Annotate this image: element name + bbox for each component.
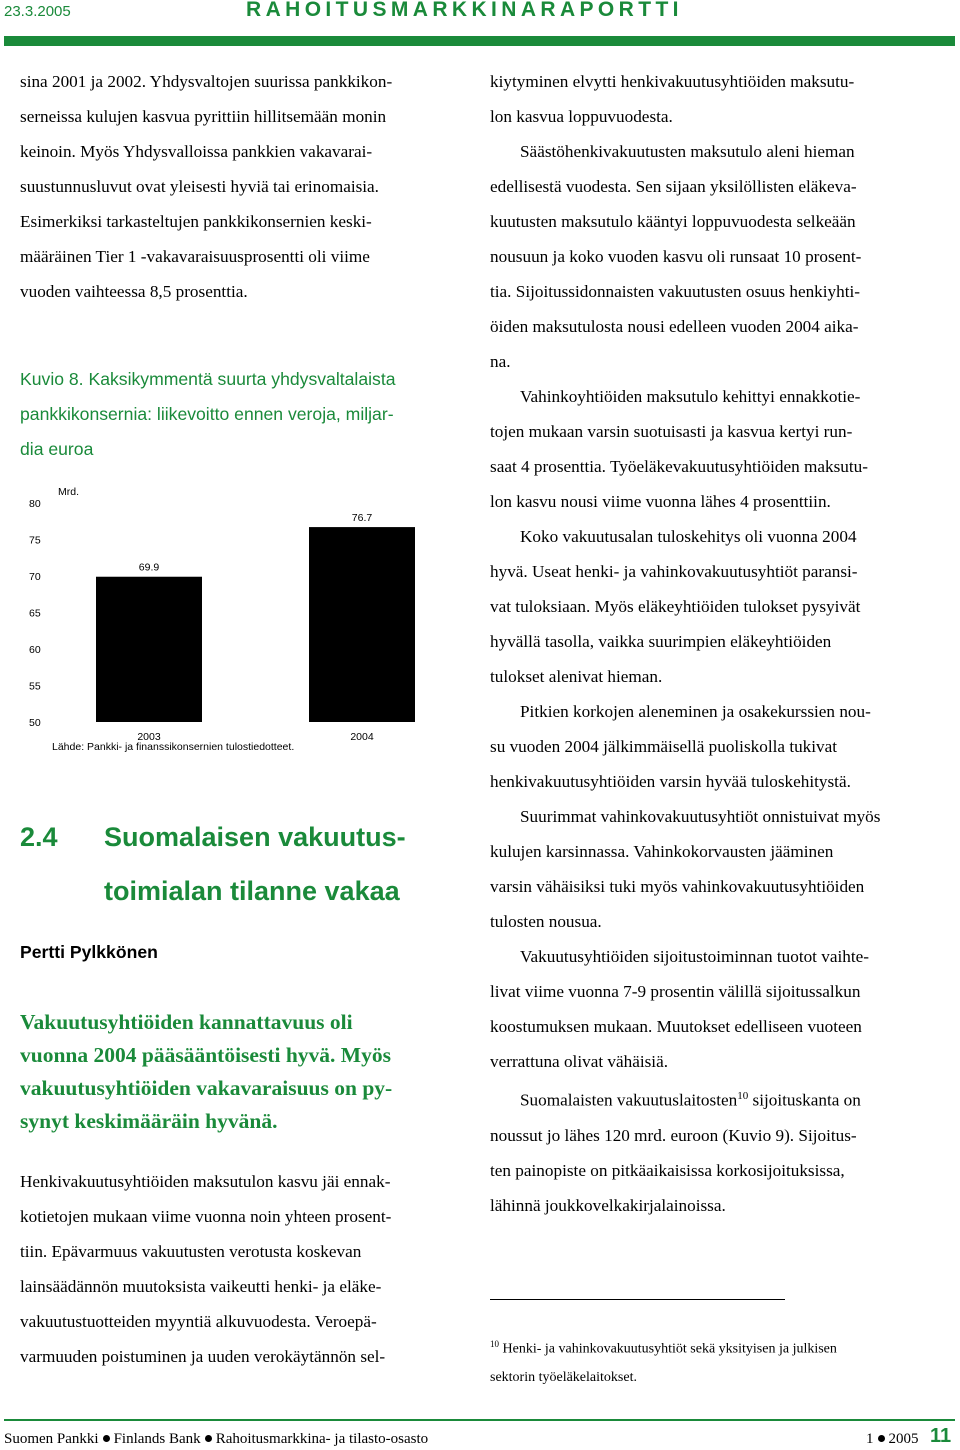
bar-2003 bbox=[96, 577, 202, 722]
bar-chart bbox=[16, 478, 436, 763]
right-column bbox=[490, 64, 942, 1223]
text-line: su vuoden 2004 jälkimmäisellä puoliskolla tukivat bbox=[490, 737, 838, 756]
header-rule bbox=[4, 36, 955, 46]
text-line: kuutusten maksutulo kääntyi loppuvuodesta selkeään bbox=[490, 212, 856, 231]
y-tick-label: 65 bbox=[29, 607, 41, 620]
footer-issue: 1 2005 bbox=[866, 1431, 919, 1447]
text-line: henkivakuutusyhtiöiden varsin hyvää tuloskehitystä. bbox=[490, 772, 851, 791]
lead-paragraph bbox=[20, 1006, 460, 1138]
text-line: lon kasvua loppuvuodesta. bbox=[490, 107, 673, 126]
text-line: vat tuloksiaan. Myös eläkeyhtiöiden tulokset pysyivät bbox=[490, 597, 861, 616]
bullet-dot-icon bbox=[878, 1435, 885, 1442]
text-line: kiytyminen elvytti henkivakuutusyhtiöiden maksutu- bbox=[490, 72, 855, 91]
header-date: 23.3.2005 bbox=[4, 3, 71, 20]
x-tick-label: 2003 bbox=[137, 731, 161, 743]
y-tick-label: 70 bbox=[29, 571, 41, 583]
text-line: noussut jo lähes 120 mrd. euroon (Kuvio 9). Sijoitus- bbox=[490, 1125, 857, 1145]
text-line: varsin vähäisiksi tuki myös vahinkovakuutusyhtiöiden bbox=[490, 877, 865, 896]
author-name: Pertti Pylkkönen bbox=[20, 942, 158, 962]
lead-line: Vakuutusyhtiöiden kannattavuus oli bbox=[20, 1010, 353, 1034]
footnote-ref: 10 bbox=[737, 1090, 749, 1102]
caption-line: pankkikonsernia: liikevoitto ennen veroja, miljar- bbox=[20, 404, 394, 424]
text-line: tulokset alenivat hieman. bbox=[490, 667, 663, 686]
text-line: vakuutustuotteiden myyntiä alkuvuodesta. Veroepä- bbox=[20, 1312, 377, 1331]
text-line: koostumuksen mukaan. Muutokset edelliseen vuoteen bbox=[490, 1017, 862, 1036]
section-title-line: Suomalaisen vakuutus- bbox=[104, 822, 406, 852]
text-line: määräinen Tier 1 -vakavaraisuusprosentti oli viime bbox=[20, 247, 370, 266]
text-line: öiden maksutulosta nousi edelleen vuoden 2004 aika- bbox=[490, 317, 859, 336]
text-line: varmuuden poistuminen ja uuden verokäytännön sel- bbox=[20, 1347, 386, 1366]
text-line: serneissa kulujen kasvua pyrittiin hillitsemään monin bbox=[20, 107, 387, 126]
lead-line: vuonna 2004 pääsääntöisesti hyvä. Myös bbox=[20, 1043, 391, 1067]
bar-2004 bbox=[309, 527, 415, 722]
text-line: suustunnusluvut ovat yleisesti hyviä tai erinomaisia. bbox=[20, 177, 379, 196]
footer-part: Suomen Pankki bbox=[4, 1431, 99, 1447]
text-line: verrattuna olivat vähäisiä. bbox=[490, 1052, 669, 1071]
text-line: lähinnä joukkovelkakirjalainoissa. bbox=[490, 1195, 726, 1215]
footer-rule bbox=[4, 1419, 955, 1421]
lead-line: vakuutusyhtiöiden vakavaraisuus on py- bbox=[20, 1076, 393, 1100]
text-line: tojen mukaan varsin suotuisasti ja kasvua kertyi run- bbox=[490, 422, 853, 441]
x-tick-label: 2004 bbox=[350, 731, 374, 743]
page-number: 11 bbox=[930, 1425, 952, 1447]
footer-publisher bbox=[4, 1431, 428, 1448]
y-tick-label: 50 bbox=[29, 717, 41, 729]
caption-line: dia euroa bbox=[20, 439, 94, 459]
data-label: 76.7 bbox=[351, 512, 373, 525]
text-line: tia. Sijoitussidonnaisten vakuutusten osuus henkiyhti- bbox=[490, 282, 860, 301]
text-line: Suurimmat vahinkovakuutusyhtiöt onnistuivat myös bbox=[520, 807, 881, 826]
text-line: lainsäädännön muutoksista vaikeutti henki- ja eläke- bbox=[20, 1277, 382, 1296]
text-line: hyvä. Useat henki- ja vahinkovakuutusyhtiöt paransi- bbox=[490, 562, 858, 581]
y-axis-ticks bbox=[29, 498, 41, 729]
left-bottom-paragraph bbox=[20, 1164, 460, 1374]
bars bbox=[96, 512, 415, 743]
footnote-number: 10 bbox=[490, 1339, 499, 1349]
footnote-line: $^{10}$ Henki- ja vahinkovakuutusyhtiöt sekä yksityisen ja julkisen bbox=[490, 1339, 837, 1357]
text-line: Henkivakuutusyhtiöiden maksutulon kasvu jäi ennak- bbox=[20, 1172, 391, 1191]
text-line: edellisestä vuodesta. Sen sijaan yksilöllisten eläkeva- bbox=[490, 177, 857, 196]
section-number: 2.4 bbox=[20, 822, 58, 852]
text-line: Esimerkiksi tarkasteltujen pankkikonsernien keski- bbox=[20, 212, 372, 231]
text-line: sina 2001 ja 2002. Yhdysvaltojen suurissa pankkikon- bbox=[20, 72, 393, 91]
data-label: 69.9 bbox=[138, 561, 160, 574]
y-tick-label: 60 bbox=[29, 644, 41, 656]
text-line: vuoden vaihteessa 8,5 prosenttia. bbox=[20, 282, 248, 301]
header-title: RAHOITUSMARKKINARAPORTTI bbox=[246, 0, 683, 21]
text-line: livat viime vuonna 7-9 prosentin välillä sijoitussalkun bbox=[490, 982, 861, 1001]
text-line: ten painopiste on pitkäaikaisissa korkosijoituksissa, bbox=[490, 1160, 845, 1180]
text-line: kotietojen mukaan viime vuonna noin yhteen prosent- bbox=[20, 1207, 392, 1226]
text-line: saat 4 prosenttia. Työeläkevakuutusyhtiöiden maksutu- bbox=[490, 457, 868, 476]
text-line: Vakuutusyhtiöiden sijoitustoiminnan tuotot vaihte- bbox=[520, 947, 869, 966]
text-line: na. bbox=[490, 352, 511, 371]
unit-label: Mrd. bbox=[58, 486, 79, 498]
text-line: nousuun ja koko vuoden kasvu oli runsaat 10 prosent- bbox=[490, 247, 862, 266]
lead-line: synyt keskimääräin hyvänä. bbox=[20, 1109, 278, 1133]
text-line: Vahinkoyhtiöiden maksutulo kehittyi ennakkotie- bbox=[520, 387, 861, 406]
y-tick-label: 80 bbox=[29, 498, 41, 510]
text-line: keinoin. Myös Yhdysvalloissa pankkien vakavarai- bbox=[20, 142, 373, 161]
section-title-line: toimialan tilanne vakaa bbox=[104, 876, 400, 906]
figure-caption bbox=[20, 362, 460, 467]
footnote-line: sektorin työeläkelaitokset. bbox=[490, 1369, 637, 1385]
text-line: kulujen karsinnassa. Vahinkokorvausten jääminen bbox=[490, 842, 834, 861]
footnote bbox=[490, 1330, 940, 1392]
text-line: hyvällä tasolla, vaikka suurimpien eläkeyhtiöiden bbox=[490, 632, 832, 651]
text-line: tulosten nousua. bbox=[490, 912, 602, 931]
footer-part: Rahoitusmarkkina- ja tilasto-osasto bbox=[215, 1431, 429, 1447]
text-line: Koko vakuutusalan tuloskehitys oli vuonna 2004 bbox=[520, 527, 857, 546]
footer-part: Finlands Bank bbox=[113, 1431, 201, 1447]
bullet-dot-icon bbox=[103, 1435, 110, 1442]
bullet-dot-icon bbox=[205, 1435, 212, 1442]
source-note: Lähde: Pankki- ja finanssikonsernien tulostiedotteet. bbox=[52, 741, 295, 753]
text-line: tiin. Epävarmuus vakuutusten verotusta koskevan bbox=[20, 1242, 362, 1261]
left-top-paragraph bbox=[20, 64, 465, 309]
section-title bbox=[104, 810, 444, 918]
caption-line: Kuvio 8. Kaksikymmentä suurta yhdysvaltalaista bbox=[20, 369, 396, 389]
text-line: Suomalaisten vakuutuslaitosten$^{10}$ sijoituskanta on bbox=[520, 1090, 861, 1110]
text-line: Pitkien korkojen aleneminen ja osakekurssien nou- bbox=[520, 702, 871, 721]
footnote-rule bbox=[490, 1299, 785, 1300]
text-line: lon kasvu nousi viime vuonna lähes 4 prosenttiin. bbox=[490, 492, 831, 511]
text-line: Säästöhenkivakuutusten maksutulo aleni hieman bbox=[520, 142, 855, 161]
y-tick-label: 75 bbox=[29, 534, 41, 547]
y-tick-label: 55 bbox=[29, 680, 41, 693]
